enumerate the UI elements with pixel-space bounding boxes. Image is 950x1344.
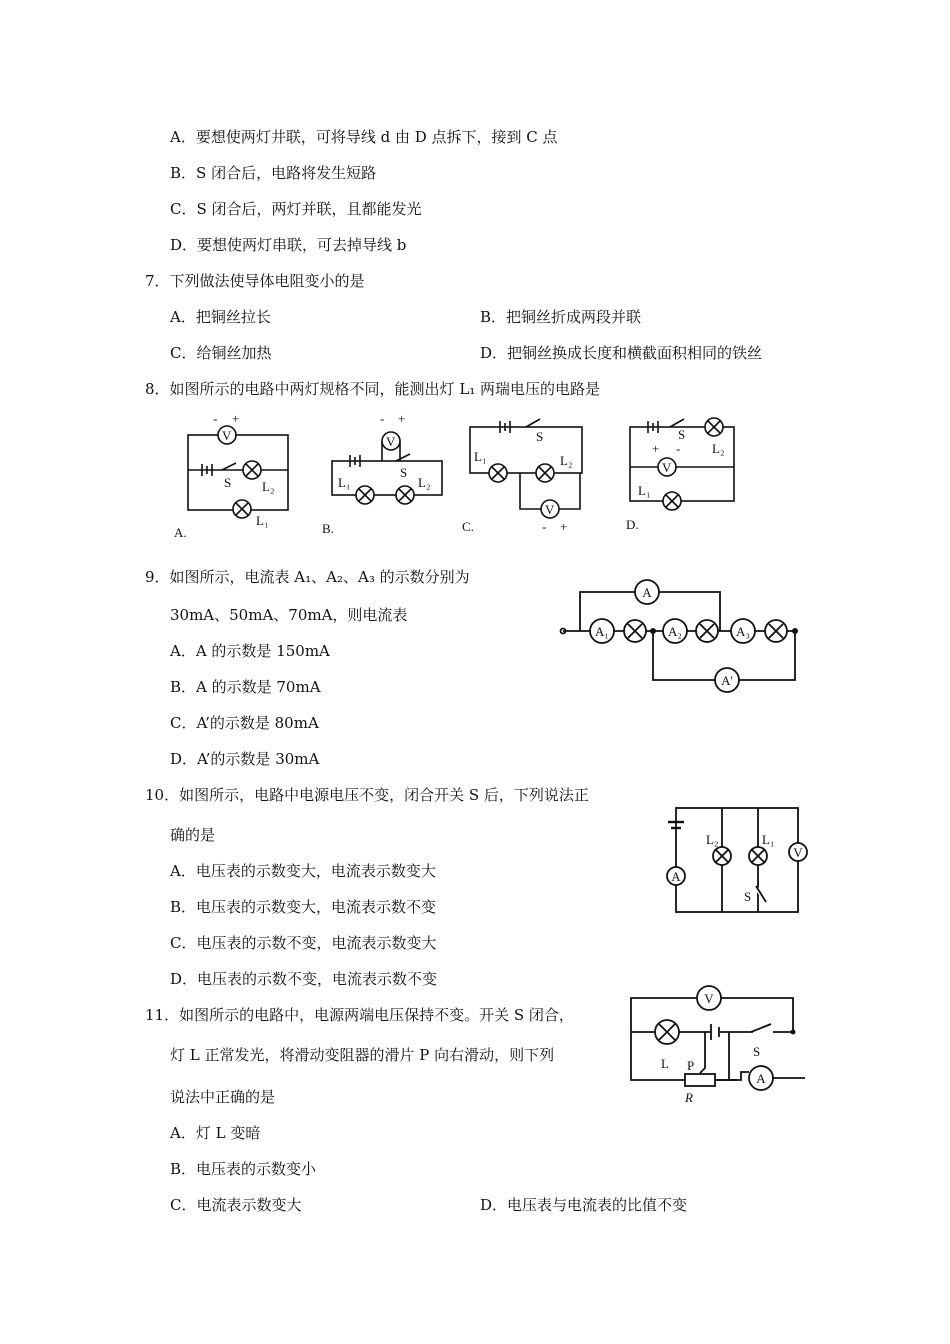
q9-stem-line1: 9．如图所示，电流表 A₁、A₂、A₃ 的示数分别为 [145, 568, 470, 586]
q8-d-switch: S [678, 427, 686, 442]
q11-ammeter: A [756, 1071, 766, 1086]
q9-ammeter-a: A [642, 585, 652, 600]
q8-c-minus: - [542, 519, 547, 534]
q6-option-b: B．S 闭合后，电路将发生短路 [170, 164, 377, 182]
q10-ammeter: A [671, 869, 681, 884]
q11-voltmeter: V [704, 991, 714, 1006]
q11-rheostat-label: R [685, 1090, 693, 1105]
q11-option-b: B．电压表的示数变小 [170, 1160, 317, 1178]
q8-a-lamp2: L₂ [262, 479, 275, 494]
q8-label-b: B. [322, 521, 334, 536]
q9-option-b: B．A 的示数是 70mA [170, 678, 321, 696]
q8-circuit-figures [160, 405, 760, 540]
q9-ammeter-a1: A₁ [595, 624, 609, 639]
q10-voltmeter: V [793, 845, 803, 860]
q8-a-lamp1: L₁ [256, 513, 269, 528]
q9-ammeter-aprime: A' [721, 673, 733, 688]
q11-option-c: C．电流表示数变大 [170, 1196, 302, 1214]
q8-a-switch: S [224, 475, 232, 490]
q8-d-plus: + [652, 441, 660, 456]
q11-stem-line3: 说法中正确的是 [170, 1088, 276, 1106]
q8-d-voltmeter: V [662, 460, 672, 475]
q8-c-lamp1: L₁ [474, 449, 487, 464]
q10-switch-label: S [744, 889, 752, 904]
q11-stem-line1: 11．如图所示的电路中，电源两端电压保持不变。开关 S 闭合， [145, 1006, 574, 1024]
q8-label-a: A. [174, 525, 187, 540]
q8-b-minus: - [380, 411, 385, 426]
q8-label-d: D. [626, 517, 639, 532]
q9-option-d: D．A’的示数是 30mA [170, 750, 320, 768]
q10-option-c: C．电压表的示数不变，电流表示数变大 [170, 934, 437, 952]
q8-c-plus: + [560, 519, 568, 534]
q9-stem-line2: 30mA、50mA、70mA，则电流表 [170, 606, 408, 624]
q11-lamp-label: L [661, 1056, 669, 1071]
q9-option-a: A．A 的示数是 150mA [170, 642, 330, 660]
q7-option-a: A．把铜丝拉长 [170, 308, 271, 326]
q7-option-d: D．把铜丝换成长度和横截面积相同的铁丝 [480, 344, 763, 362]
q8-c-switch: S [536, 429, 544, 444]
q10-lamp2-label: L₂ [706, 832, 719, 847]
q8-b-plus: + [398, 411, 406, 426]
q10-stem-line2: 确的是 [170, 826, 216, 844]
q9-circuit-figure [555, 570, 805, 695]
q8-a-plus: + [232, 411, 240, 426]
q8-d-minus: - [676, 441, 681, 456]
q7-option-c: C．给铜丝加热 [170, 344, 272, 362]
q10-circuit-figure [660, 800, 810, 920]
q8-b-switch: S [400, 465, 408, 480]
q11-option-a: A．灯 L 变暗 [170, 1124, 261, 1142]
q7-stem: 7．下列做法使导体电阻变小的是 [145, 272, 365, 290]
q8-c-lamp2: L₂ [560, 453, 573, 468]
q9-option-c: C．A’的示数是 80mA [170, 714, 319, 732]
q7-option-b: B．把铜丝折成两段并联 [480, 308, 642, 326]
q11-stem-line2: 灯 L 正常发光，将滑动变阻器的滑片 P 向右滑动，则下列 [170, 1046, 555, 1064]
q9-ammeter-a2: A₂ [668, 624, 682, 639]
q10-option-a: A．电压表的示数变大，电流表示数变大 [170, 862, 436, 880]
q8-d-lamp2: L₂ [712, 441, 725, 456]
q6-option-a: A．要想使两灯井联，可将导线 d 由 D 点拆下，接到 C 点 [170, 128, 558, 146]
q8-c-voltmeter: V [545, 502, 555, 517]
q8-label-c: C. [462, 519, 474, 534]
q11-switch-label: S [753, 1044, 761, 1059]
q11-option-d: D．电压表与电流表的比值不变 [480, 1196, 688, 1214]
q10-stem-line1: 10．如图所示，电路中电源电压不变，闭合开关 S 后，下列说法正 [145, 786, 589, 804]
q9-ammeter-a3: A₃ [736, 624, 750, 639]
q8-b-voltmeter: V [386, 434, 396, 449]
q10-lamp1-label: L₁ [762, 832, 775, 847]
q8-stem: 8．如图所示的电路中两灯规格不同，能测出灯 L₁ 两瑞电压的电路是 [145, 380, 601, 398]
q11-slider-label: P [687, 1058, 695, 1073]
q8-d-lamp1: L₁ [638, 483, 651, 498]
q8-b-lamp2: L₂ [418, 475, 431, 490]
q6-option-d: D．要想使两灯串联，可去掉导线 b [170, 236, 407, 254]
q8-b-lamp1: L₁ [338, 475, 351, 490]
q10-option-b: B．电压表的示数变大，电流表示数不变 [170, 898, 437, 916]
q8-a-minus: - [213, 411, 218, 426]
q6-option-c: C．S 闭合后，两灯并联，且都能发光 [170, 200, 422, 218]
q8-a-voltmeter: V [222, 428, 232, 443]
q11-circuit-figure [625, 980, 810, 1105]
q10-option-d: D．电压表的示数不变，电流表示数不变 [170, 970, 438, 988]
